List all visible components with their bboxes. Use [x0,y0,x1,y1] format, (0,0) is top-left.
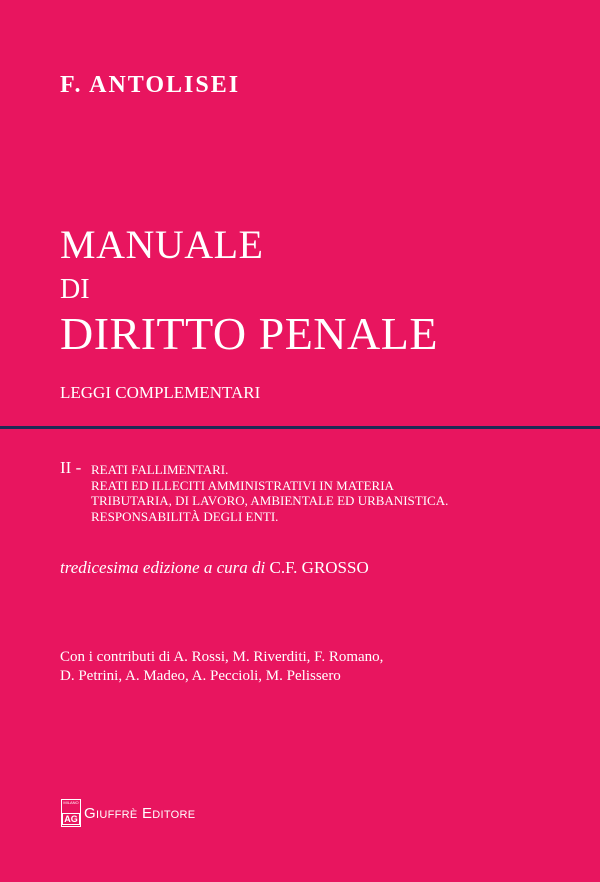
volume-contents-line: REATI FALLIMENTARI. [91,462,229,477]
giuffre-logo-icon [61,799,81,827]
logo-letters: AG [64,814,78,824]
divider-rule [0,426,600,429]
subtitle: LEGGI COMPLEMENTARI [60,383,261,402]
edition-line [60,558,369,578]
publisher-name: Giuffrè Editore [84,804,196,822]
title-line-1: MANUALE [60,222,264,267]
title-line-2: DI [60,274,90,305]
volume-contents-line: RESPONSABILITÀ DEGLI ENTI. [91,508,279,524]
publisher [61,799,195,827]
editor-name: C.F. GROSSO [269,558,369,577]
volume-contents-line: TRIBUTARIA, DI LAVORO, AMBIENTALE ED URBANISTICA. [91,493,449,508]
title-line-3: DIRITTO PENALE [60,308,438,359]
volume-contents [91,462,448,524]
contributors [60,648,383,686]
edition-text: tredicesima edizione a cura di [60,558,266,577]
volume-number: II - [60,458,82,477]
contributors-line-2: D. Petrini, A. Madeo, A. Peccioli, M. Pelissero [60,668,341,684]
contributors-line-1: Con i contributi di A. Rossi, M. Riverditi, F. Romano, [60,649,384,665]
volume-contents-line: REATI ED ILLECITI AMMINISTRATIVI IN MATERIA [91,477,394,493]
author-name: F. ANTOLISEI [60,72,241,98]
logo-top-text: MILANO [63,800,79,805]
